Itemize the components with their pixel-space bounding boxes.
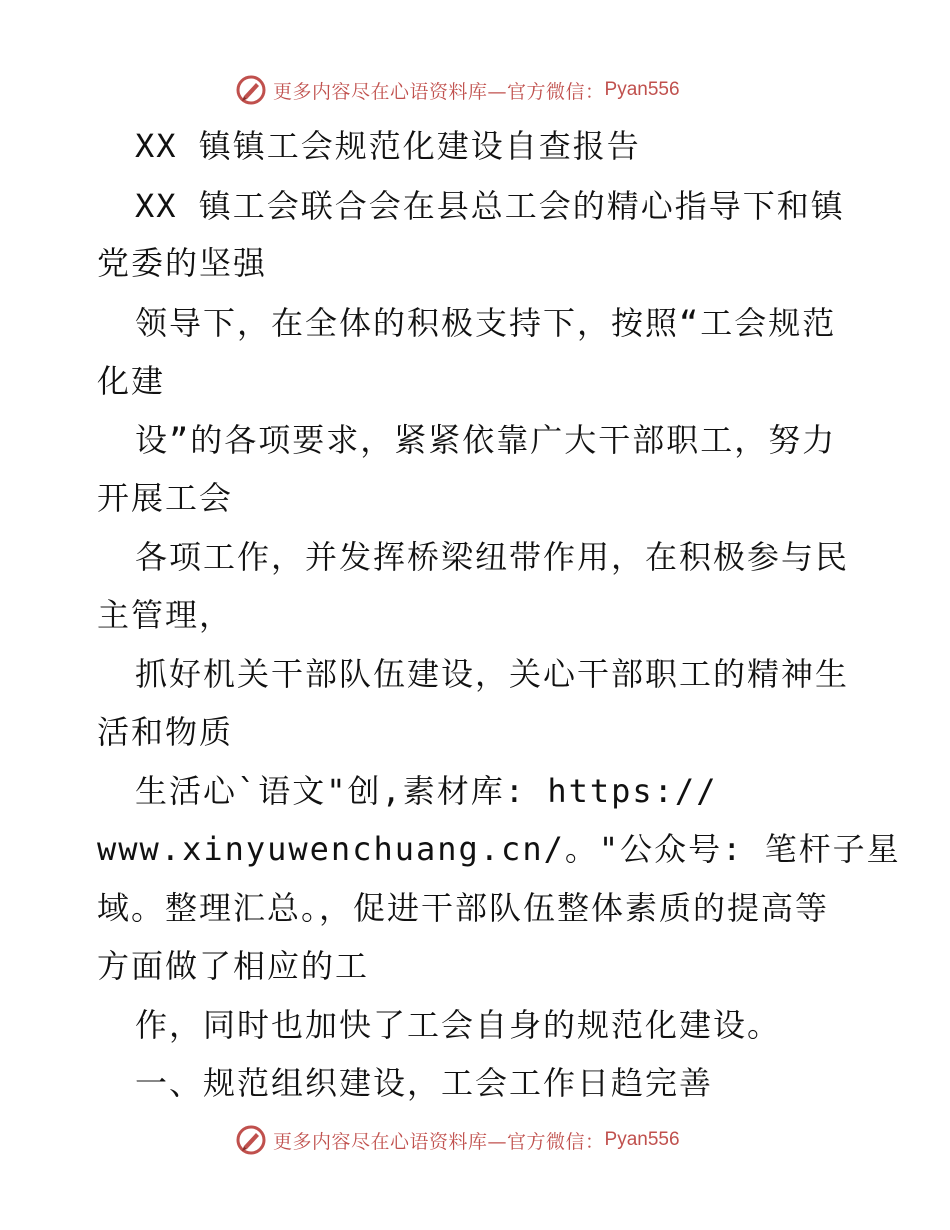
banner-brand: Pyan556 <box>604 1129 680 1150</box>
paragraph-line: 活和物质 <box>97 713 234 751</box>
paragraph-line: www.xinyuwenchuang.cn/。"公众号: 笔杆子星 <box>97 830 901 868</box>
paragraph-line: 各项工作，并发挥桥梁纽带作用，在积极参与民 <box>135 538 850 576</box>
paragraph-line: 开展工会 <box>97 479 234 517</box>
banner-text: 更多内容尽在心语资料库—官方微信： <box>273 1130 605 1153</box>
banner-text: 更多内容尽在心语资料库—官方微信： <box>273 80 605 103</box>
paragraph-line: 抓好机关干部队伍建设，关心干部职工的精神生 <box>135 655 850 693</box>
section-heading: 一、规范组织建设，工会工作日趋完善 <box>135 1064 714 1102</box>
paragraph-line: 生活心`语文"创,素材库: https:// <box>135 772 718 810</box>
pen-logo-icon <box>235 1124 267 1156</box>
paragraph-line: 作，同时也加快了工会自身的规范化建设。 <box>135 1006 782 1044</box>
paragraph-line: 设”的各项要求，紧紧依靠广大干部职工，努力 <box>135 421 837 459</box>
banner-brand: Pyan556 <box>604 79 680 100</box>
paragraph-line: 党委的坚强 <box>97 244 268 282</box>
paragraph-line: XX 镇工会联合会在县总工会的精心指导下和镇 <box>135 187 845 225</box>
paragraph-line: 方面做了相应的工 <box>97 947 370 985</box>
paragraph-line: 领导下，在全体的积极支持下，按照“工会规范 <box>135 304 837 342</box>
paragraph-line: 化建 <box>97 362 166 400</box>
paragraph-line: 主管理， <box>97 596 234 634</box>
paragraph-line: 域。整理汇总。，促进干部队伍整体素质的提高等 <box>97 889 830 927</box>
footer-watermark-banner <box>235 1122 680 1158</box>
document-title: XX 镇镇工会规范化建设自查报告 <box>135 127 641 165</box>
